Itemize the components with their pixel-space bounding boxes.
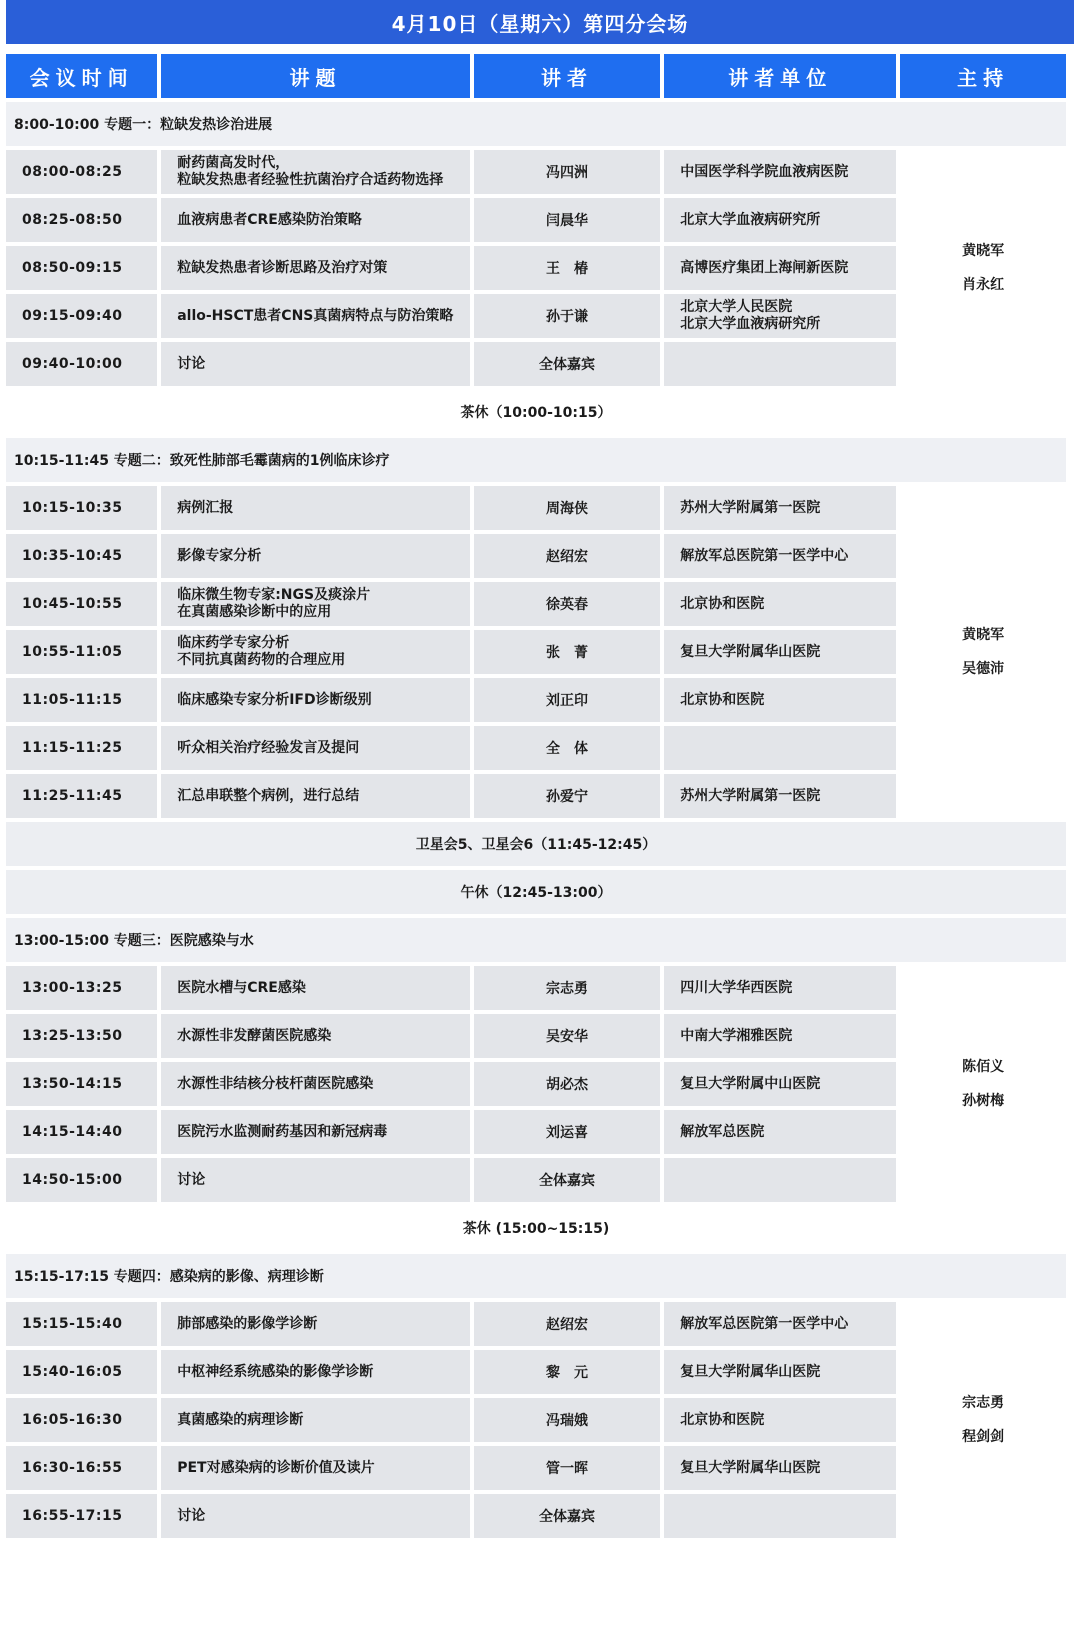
row-topic — [161, 1398, 470, 1442]
topic-line: allo-HSCT患者CNS真菌病特点与防治策略 — [177, 307, 454, 324]
unit-line: 四川大学华西医院 — [680, 979, 793, 996]
session-label: 15:15-17:15 专题四：感染病的影像、病理诊断 — [6, 1254, 1066, 1298]
topic-line: 临床感染专家分析IFD诊断级别 — [177, 691, 372, 708]
row-unit — [664, 1062, 896, 1106]
row-speaker: 孙爱宁 — [474, 774, 660, 818]
row-speaker: 全体嘉宾 — [474, 342, 660, 386]
row-speaker: 闫晨华 — [474, 198, 660, 242]
topic-line: 讨论 — [177, 355, 206, 372]
row-time: 08:50-09:15 — [6, 246, 157, 290]
unit-line: 北京协和医院 — [680, 691, 765, 708]
row-speaker: 全 体 — [474, 726, 660, 770]
unit-line: 复旦大学附属华山医院 — [680, 1459, 821, 1476]
row-unit — [664, 966, 896, 1010]
header-topic: 讲题 — [161, 54, 470, 98]
chair-name: 宗志勇 — [962, 1395, 1005, 1411]
session-header — [6, 918, 1066, 962]
row-time: 09:40-10:00 — [6, 342, 157, 386]
row-time: 11:05-11:15 — [6, 678, 157, 722]
row-time: 16:30-16:55 — [6, 1446, 157, 1490]
break-label: 茶休（10:00-10:15） — [6, 390, 1066, 434]
row-topic — [161, 774, 470, 818]
topic-line: 粒缺发热患者经验性抗菌治疗合适药物选择 — [177, 172, 444, 188]
chair-name: 肖永红 — [962, 277, 1005, 293]
unit-line: 苏州大学附属第一医院 — [680, 499, 821, 516]
unit-line: 解放军总医院第一医学中心 — [680, 547, 849, 564]
row-unit — [664, 198, 896, 242]
topic-line: 影像专家分析 — [177, 547, 262, 564]
topic-line: 讨论 — [177, 1507, 206, 1524]
row-topic — [161, 486, 470, 530]
row-topic — [161, 630, 470, 674]
row-unit — [664, 534, 896, 578]
row-speaker: 吴安华 — [474, 1014, 660, 1058]
row-unit — [664, 1014, 896, 1058]
session-label: 8:00-10:00 专题一：粒缺发热诊治进展 — [6, 102, 1066, 146]
row-unit — [664, 582, 896, 626]
topic-line: 真菌感染的病理诊断 — [177, 1411, 304, 1428]
unit-line: 北京大学血液病研究所 — [680, 211, 821, 228]
header-time: 会议时间 — [6, 54, 157, 98]
row-time: 14:50-15:00 — [6, 1158, 157, 1202]
break-label: 午休（12:45-13:00） — [6, 870, 1066, 914]
page-title: 4月10日（星期六）第四分会场 — [6, 0, 1074, 44]
row-topic — [161, 150, 470, 194]
unit-line: 解放军总医院第一医学中心 — [680, 1315, 849, 1332]
unit-line: 中国医学科学院血液病医院 — [680, 163, 849, 180]
break-label: 卫星会5、卫星会6（11:45-12:45） — [6, 822, 1066, 866]
row-topic — [161, 1062, 470, 1106]
row-unit — [664, 294, 896, 338]
session-label: 13:00-15:00 专题三：医院感染与水 — [6, 918, 1066, 962]
session-chairs — [900, 486, 1066, 818]
row-time: 09:15-09:40 — [6, 294, 157, 338]
break-row — [6, 822, 1066, 866]
row-topic — [161, 966, 470, 1010]
header-speaker: 讲者 — [474, 54, 660, 98]
row-speaker: 周海侠 — [474, 486, 660, 530]
row-topic — [161, 1014, 470, 1058]
row-topic — [161, 1350, 470, 1394]
row-topic — [161, 1446, 470, 1490]
topic-line: 在真菌感染诊断中的应用 — [177, 604, 332, 620]
row-unit — [664, 774, 896, 818]
unit-line: 解放军总医院 — [680, 1123, 765, 1140]
row-time: 10:45-10:55 — [6, 582, 157, 626]
row-time: 15:15-15:40 — [6, 1302, 157, 1346]
chair-name: 黄晓军 — [962, 627, 1005, 643]
row-topic — [161, 294, 470, 338]
unit-line: 北京大学人民医院 — [680, 299, 793, 315]
row-unit — [664, 1158, 896, 1202]
row-time: 13:50-14:15 — [6, 1062, 157, 1106]
row-topic — [161, 534, 470, 578]
topic-line: 医院水槽与CRE感染 — [177, 979, 306, 996]
unit-line: 北京协和医院 — [680, 1411, 765, 1428]
chair-name: 程剑剑 — [962, 1429, 1005, 1445]
row-unit — [664, 486, 896, 530]
topic-line: 病例汇报 — [177, 499, 234, 516]
row-time: 08:25-08:50 — [6, 198, 157, 242]
row-time: 16:55-17:15 — [6, 1494, 157, 1538]
unit-line: 复旦大学附属华山医院 — [680, 1363, 821, 1380]
session-header — [6, 102, 1066, 146]
row-time: 14:15-14:40 — [6, 1110, 157, 1154]
row-speaker: 管一晖 — [474, 1446, 660, 1490]
row-speaker: 全体嘉宾 — [474, 1158, 660, 1202]
unit-line: 复旦大学附属华山医院 — [680, 643, 821, 660]
row-topic — [161, 198, 470, 242]
topic-line: 耐药菌高发时代， — [177, 155, 290, 171]
session-label: 10:15-11:45 专题二：致死性肺部毛霉菌病的1例临床诊疗 — [6, 438, 1066, 482]
topic-line: 听众相关治疗经验发言及提问 — [177, 739, 360, 756]
session-chairs — [900, 150, 1066, 386]
row-unit — [664, 342, 896, 386]
row-speaker: 徐英春 — [474, 582, 660, 626]
row-speaker: 冯瑞娥 — [474, 1398, 660, 1442]
topic-line: 临床药学专家分析 — [177, 635, 290, 651]
row-time: 11:25-11:45 — [6, 774, 157, 818]
topic-line: 粒缺发热患者诊断思路及治疗对策 — [177, 259, 388, 276]
row-unit — [664, 1446, 896, 1490]
topic-line: 汇总串联整个病例，进行总结 — [177, 787, 360, 804]
row-topic — [161, 582, 470, 626]
header-row — [6, 54, 1066, 98]
session-chairs — [900, 966, 1066, 1202]
unit-line: 苏州大学附属第一医院 — [680, 787, 821, 804]
chair-name: 吴德沛 — [962, 661, 1005, 677]
row-speaker: 刘运喜 — [474, 1110, 660, 1154]
header-unit: 讲者单位 — [664, 54, 896, 98]
row-time: 10:15-10:35 — [6, 486, 157, 530]
break-label: 茶休 (15:00~15:15) — [6, 1206, 1066, 1250]
row-time: 08:00-08:25 — [6, 150, 157, 194]
unit-line: 北京协和医院 — [680, 595, 765, 612]
row-topic — [161, 1302, 470, 1346]
row-topic — [161, 1494, 470, 1538]
row-unit — [664, 150, 896, 194]
row-speaker: 黎 元 — [474, 1350, 660, 1394]
row-time: 16:05-16:30 — [6, 1398, 157, 1442]
session-chairs — [900, 1302, 1066, 1538]
row-topic — [161, 246, 470, 290]
row-topic — [161, 726, 470, 770]
row-time: 10:55-11:05 — [6, 630, 157, 674]
topic-line: 医院污水监测耐药基因和新冠病毒 — [177, 1123, 388, 1140]
topic-line: 水源性非发酵菌医院感染 — [177, 1027, 332, 1044]
unit-line: 复旦大学附属中山医院 — [680, 1075, 821, 1092]
schedule-row — [6, 486, 1066, 530]
row-speaker: 全体嘉宾 — [474, 1494, 660, 1538]
row-time: 15:40-16:05 — [6, 1350, 157, 1394]
row-speaker: 刘正印 — [474, 678, 660, 722]
row-unit — [664, 630, 896, 674]
row-speaker: 赵绍宏 — [474, 1302, 660, 1346]
schedule-row — [6, 150, 1066, 194]
chair-name: 黄晓军 — [962, 243, 1005, 259]
schedule-row — [6, 1302, 1066, 1346]
header-chair: 主持 — [900, 54, 1066, 98]
topic-line: 肺部感染的影像学诊断 — [177, 1315, 318, 1332]
row-speaker: 宗志勇 — [474, 966, 660, 1010]
topic-line: 讨论 — [177, 1171, 206, 1188]
topic-line: 中枢神经系统感染的影像学诊断 — [177, 1363, 374, 1380]
break-row — [6, 390, 1066, 434]
session-header — [6, 1254, 1066, 1298]
schedule-table — [2, 50, 1070, 1542]
topic-line: 临床微生物专家:NGS及痰涂片 — [177, 587, 371, 603]
row-unit — [664, 726, 896, 770]
row-unit — [664, 1302, 896, 1346]
row-time: 11:15-11:25 — [6, 726, 157, 770]
row-speaker: 冯四洲 — [474, 150, 660, 194]
break-row — [6, 1206, 1066, 1250]
row-topic — [161, 1158, 470, 1202]
unit-line: 高博医疗集团上海闸新医院 — [680, 259, 849, 276]
schedule-row — [6, 966, 1066, 1010]
unit-line: 北京大学血液病研究所 — [680, 316, 821, 332]
chair-name: 孙树梅 — [962, 1093, 1005, 1109]
row-speaker: 孙于谦 — [474, 294, 660, 338]
row-time: 13:25-13:50 — [6, 1014, 157, 1058]
row-speaker: 王 椿 — [474, 246, 660, 290]
unit-line: 中南大学湘雅医院 — [680, 1027, 793, 1044]
row-speaker: 胡必杰 — [474, 1062, 660, 1106]
topic-line: 血液病患者CRE感染防治策略 — [177, 211, 362, 228]
row-topic — [161, 342, 470, 386]
row-speaker: 张 菁 — [474, 630, 660, 674]
chair-name: 陈佰义 — [962, 1059, 1005, 1075]
row-topic — [161, 1110, 470, 1154]
row-topic — [161, 678, 470, 722]
row-unit — [664, 1398, 896, 1442]
row-speaker: 赵绍宏 — [474, 534, 660, 578]
row-time: 10:35-10:45 — [6, 534, 157, 578]
topic-line: 水源性非结核分枝杆菌医院感染 — [177, 1075, 374, 1092]
session-header — [6, 438, 1066, 482]
topic-line: 不同抗真菌药物的合理应用 — [177, 652, 346, 668]
break-row — [6, 870, 1066, 914]
row-unit — [664, 678, 896, 722]
topic-line: PET对感染病的诊断价值及读片 — [177, 1459, 375, 1476]
row-unit — [664, 1350, 896, 1394]
row-unit — [664, 246, 896, 290]
row-unit — [664, 1110, 896, 1154]
schedule-body — [6, 102, 1066, 1538]
row-time: 13:00-13:25 — [6, 966, 157, 1010]
row-unit — [664, 1494, 896, 1538]
